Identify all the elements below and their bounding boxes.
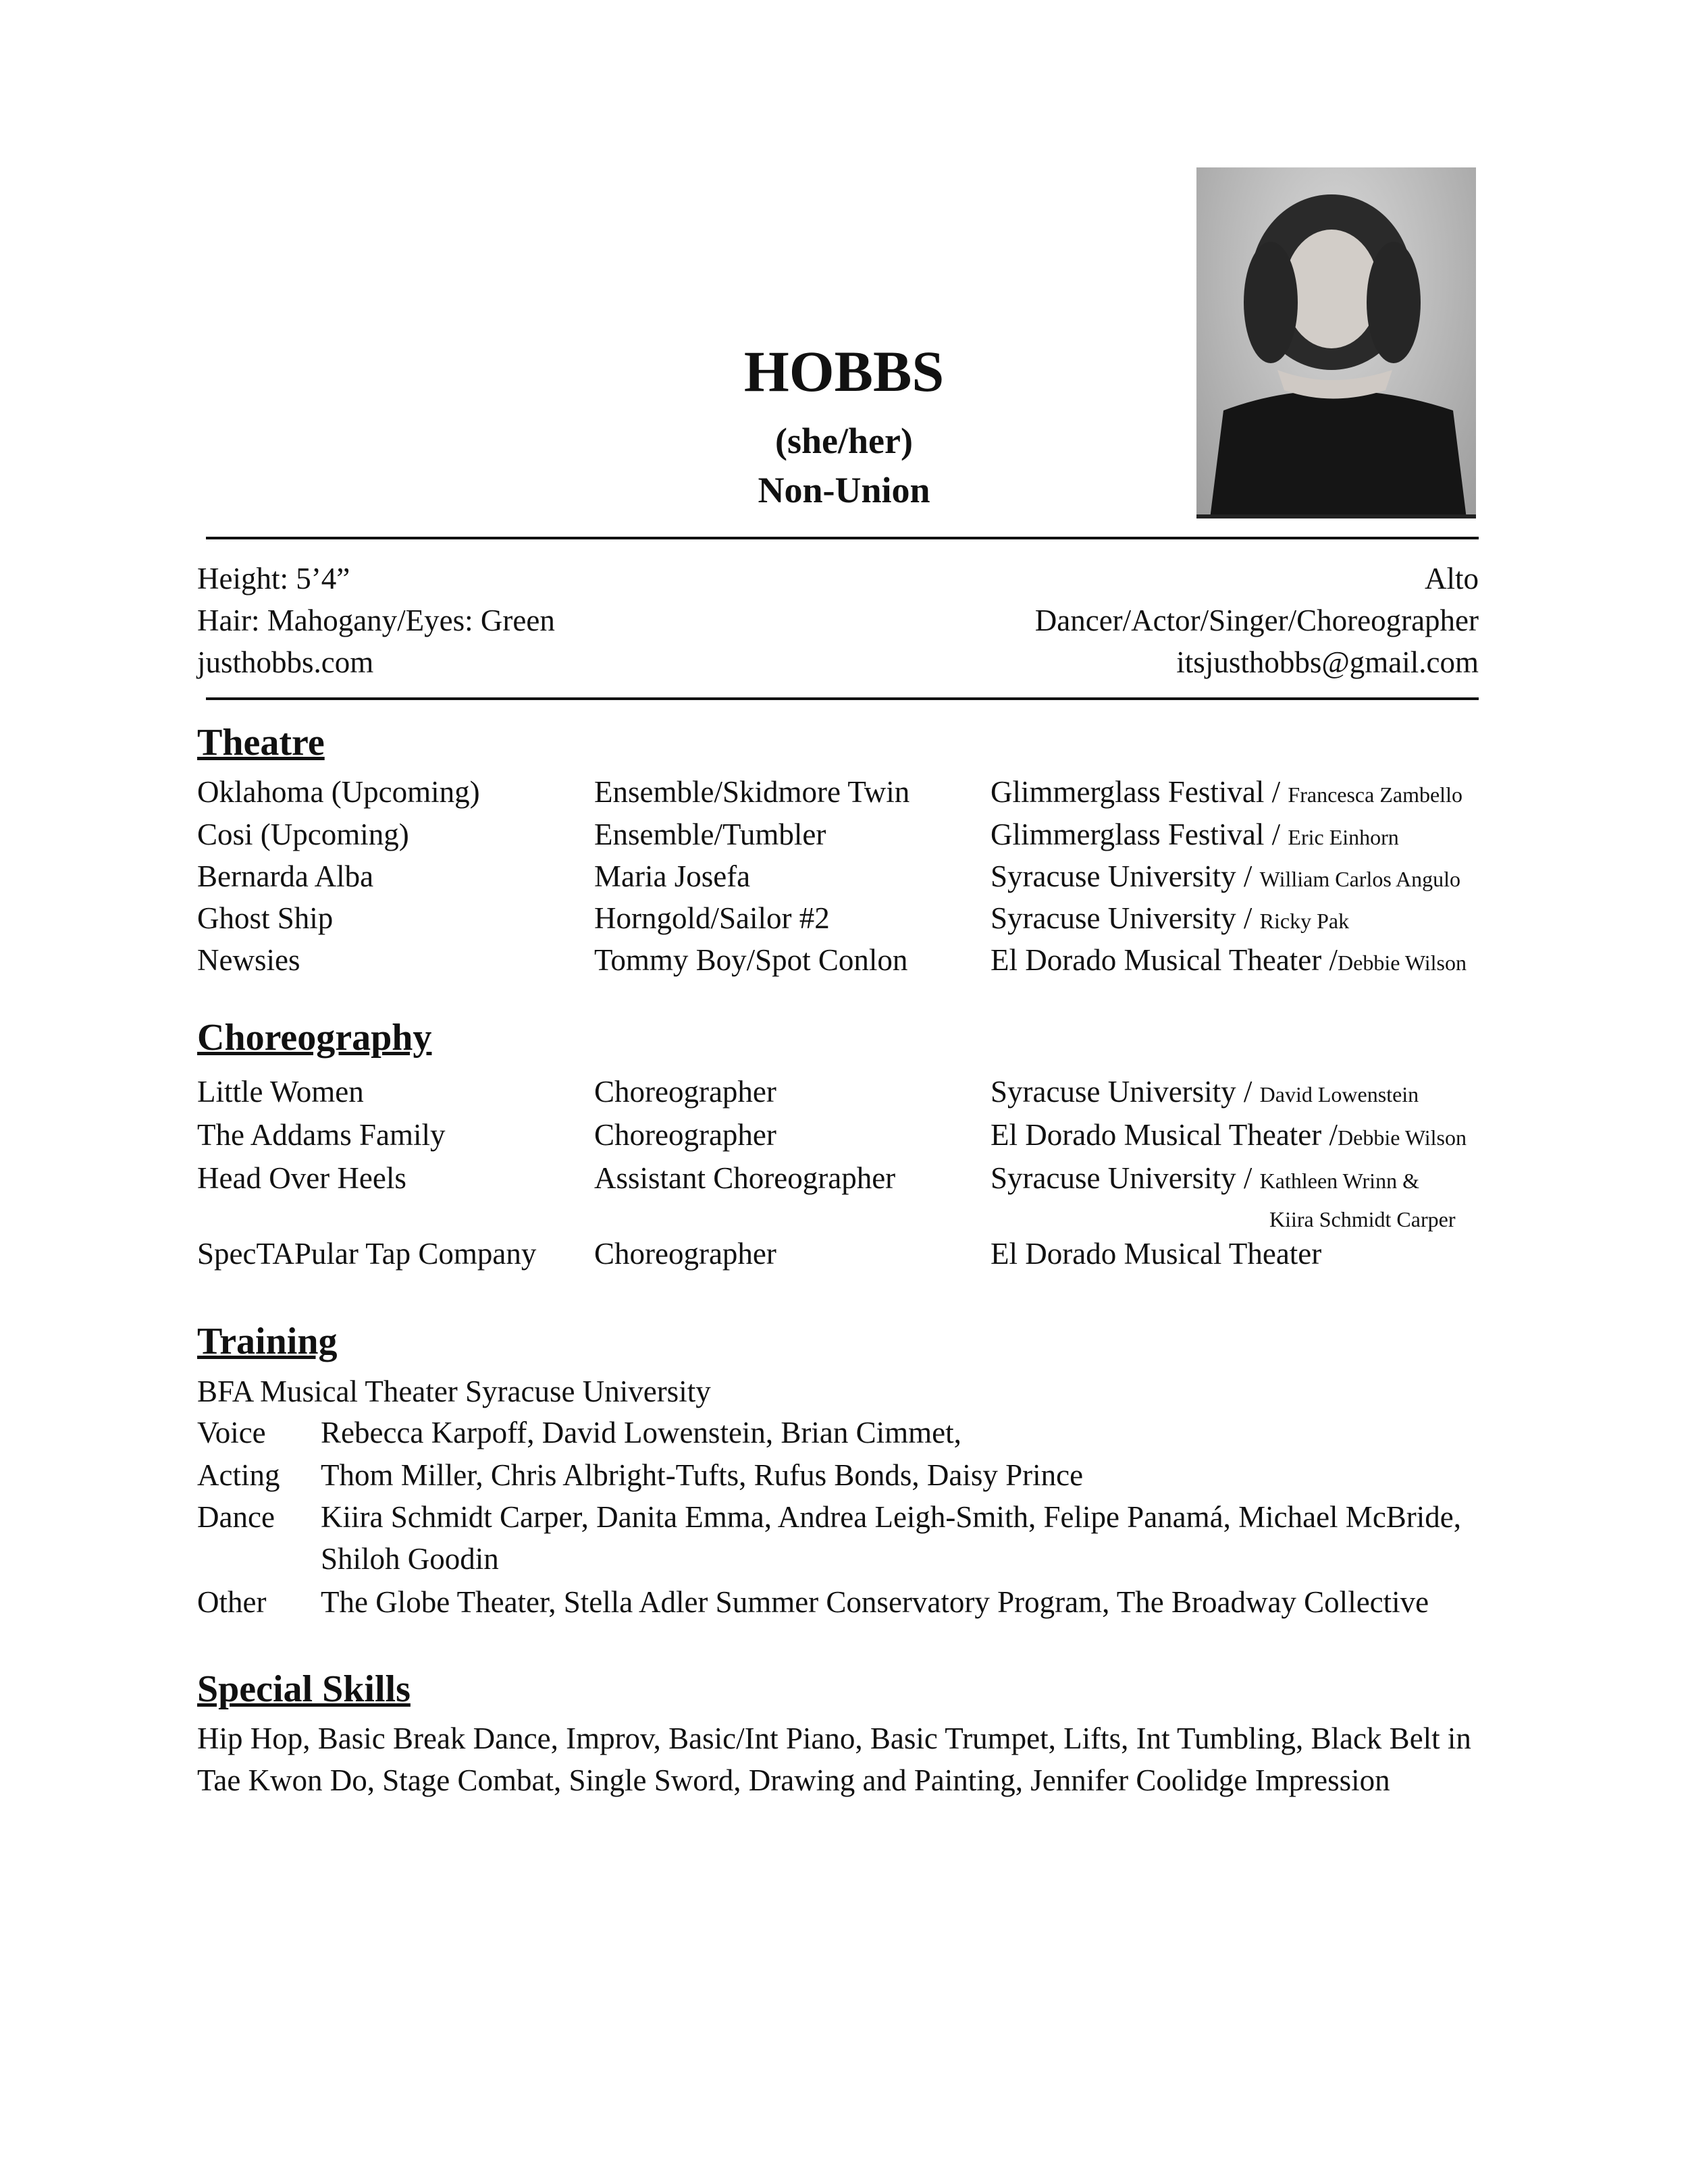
training-label: Voice xyxy=(197,1416,266,1449)
credit-director: David Lowenstein xyxy=(1259,1082,1419,1107)
credit-role: Choreographer xyxy=(594,1237,776,1271)
credit-director: Francesca Zambello xyxy=(1288,782,1462,807)
credit-venue-cell xyxy=(991,897,1349,942)
credit-role: Ensemble/Skidmore Twin xyxy=(594,775,910,809)
choreography-row xyxy=(0,1157,1688,1199)
credit-show: Head Over Heels xyxy=(197,1161,406,1195)
credit-venue-cell xyxy=(991,1071,1419,1115)
divider-top xyxy=(206,537,1479,539)
theatre-row xyxy=(0,939,1688,981)
credit-show: Little Women xyxy=(197,1075,364,1109)
email[interactable]: itsjusthobbs@gmail.com xyxy=(1176,645,1479,679)
info-left xyxy=(197,558,555,683)
credit-role: Choreographer xyxy=(594,1075,776,1109)
credit-show: Cosi (Upcoming) xyxy=(197,818,409,851)
training-label: Dance xyxy=(197,1500,275,1534)
credit-venue: Syracuse University / xyxy=(991,1161,1260,1195)
credit-venue-cell xyxy=(991,814,1399,858)
website[interactable]: justhobbs.com xyxy=(197,645,374,679)
credit-show: Ghost Ship xyxy=(197,901,334,935)
skills-heading: Special Skills xyxy=(197,1668,411,1710)
theatre-row xyxy=(0,771,1688,813)
credit-show: Oklahoma (Upcoming) xyxy=(197,775,480,809)
choreography-heading: Choreography xyxy=(197,1017,432,1059)
credit-venue: Syracuse University / xyxy=(991,859,1260,893)
headshot-photo xyxy=(1196,167,1476,518)
credit-show: SpecTAPular Tap Company xyxy=(197,1237,537,1271)
skills-text: Hip Hop, Basic Break Dance, Improv, Basic/Int Piano, Basic Trumpet, Lifts, Int Tumbling, Black Belt in Tae Kwon Do, Stage Combat, Single Sword, Drawing and Painting, Jennifer Coolidge Impression xyxy=(197,1722,1471,1797)
theatre-row xyxy=(0,855,1688,897)
training-degree: BFA Musical Theater Syracuse University xyxy=(197,1375,711,1408)
credit-director-continued: Kiira Schmidt Carper xyxy=(1269,1207,1456,1231)
credit-venue: El Dorado Musical Theater xyxy=(991,1237,1322,1271)
credit-venue-cell xyxy=(991,771,1462,816)
credit-role: Choreographer xyxy=(594,1118,776,1152)
credit-role: Maria Josefa xyxy=(594,859,751,893)
training-value: The Globe Theater, Stella Adler Summer Conservatory Program, The Broadway Collective xyxy=(321,1585,1429,1619)
credit-director: Kathleen Wrinn & xyxy=(1259,1169,1419,1193)
credit-venue-cell xyxy=(991,1114,1467,1158)
credit-venue: Syracuse University / xyxy=(991,901,1260,935)
credit-director: Debbie Wilson xyxy=(1338,1125,1467,1150)
pronouns: (she/her) xyxy=(775,421,913,461)
credit-director: Eric Einhorn xyxy=(1288,825,1399,849)
credit-venue-cell xyxy=(991,1157,1419,1202)
credit-show: Newsies xyxy=(197,943,300,977)
training-value: Thom Miller, Chris Albright-Tufts, Rufus Bonds, Daisy Prince xyxy=(321,1458,1084,1492)
performer-roles: Dancer/Actor/Singer/Choreographer xyxy=(1034,604,1479,637)
credit-director: Debbie Wilson xyxy=(1338,951,1467,975)
credit-venue: Syracuse University / xyxy=(991,1075,1260,1109)
training-value: Kiira Schmidt Carper, Danita Emma, Andrea Leigh-Smith, Felipe Panamá, Michael McBride, Shiloh Goodin xyxy=(321,1500,1462,1576)
theatre-heading: Theatre xyxy=(197,722,325,764)
performer-name: HOBBS xyxy=(743,339,945,404)
union-status: Non-Union xyxy=(758,470,930,510)
credit-show: Bernarda Alba xyxy=(197,859,374,893)
credit-venue: Glimmerglass Festival / xyxy=(991,775,1288,809)
choreography-row xyxy=(0,1071,1688,1113)
credit-venue: Glimmerglass Festival / xyxy=(991,818,1288,851)
theatre-row xyxy=(0,897,1688,939)
choreography-row xyxy=(0,1114,1688,1156)
credit-show: The Addams Family xyxy=(197,1118,446,1152)
training-value: Rebecca Karpoff, David Lowenstein, Brian Cimmet, xyxy=(321,1416,961,1449)
info-right xyxy=(1035,558,1479,683)
training-label: Acting xyxy=(197,1458,280,1492)
credit-role: Tommy Boy/Spot Conlon xyxy=(594,943,908,977)
credit-role: Horngold/Sailor #2 xyxy=(594,901,830,935)
credit-venue: El Dorado Musical Theater / xyxy=(991,1118,1338,1152)
credit-venue-cell xyxy=(991,939,1467,984)
voice-type: Alto xyxy=(1424,562,1479,595)
credit-role: Assistant Choreographer xyxy=(594,1161,896,1195)
credit-venue-cell xyxy=(991,855,1460,900)
credit-director: William Carlos Angulo xyxy=(1259,867,1461,891)
training-heading: Training xyxy=(197,1321,338,1362)
credit-venue: El Dorado Musical Theater / xyxy=(991,943,1338,977)
credit-venue-cell xyxy=(991,1233,1321,1277)
height: Height: 5’4” xyxy=(197,562,350,595)
credit-role: Ensemble/Tumbler xyxy=(594,818,826,851)
choreography-row xyxy=(0,1233,1688,1275)
hair-eyes: Hair: Mahogany/Eyes: Green xyxy=(197,604,555,637)
theatre-row xyxy=(0,814,1688,855)
divider-bottom xyxy=(206,697,1479,700)
credit-director: Ricky Pak xyxy=(1259,909,1350,933)
training-label: Other xyxy=(197,1585,267,1619)
headshot-figure-icon xyxy=(1196,167,1476,518)
